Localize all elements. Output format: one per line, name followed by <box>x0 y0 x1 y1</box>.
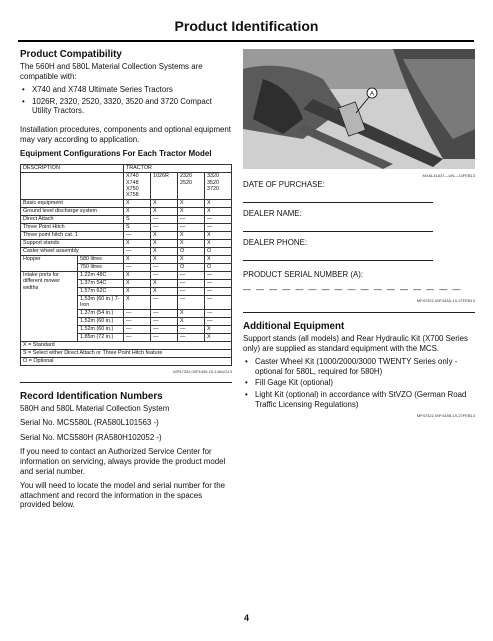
row-value-cell: — <box>151 325 178 333</box>
row-value-cell: X <box>205 325 232 333</box>
row-value-cell: X <box>124 239 151 247</box>
legend-row <box>21 357 232 365</box>
legend-entry: O = Optional <box>21 357 232 365</box>
row-value-cell: X <box>178 199 205 207</box>
dealer-phone-line <box>243 260 433 261</box>
row-value-cell: — <box>205 287 232 295</box>
legend-row <box>21 349 232 357</box>
row-description: Direct Attach <box>21 215 124 223</box>
right-column <box>243 49 475 418</box>
row-value-cell: — <box>124 309 151 317</box>
row-value-cell: X <box>178 239 205 247</box>
row-value-cell: X <box>124 279 151 287</box>
row-group-description: Intake ports for different mower widths <box>21 271 78 341</box>
row-value-cell: X <box>205 239 232 247</box>
row-value-cell: X <box>205 199 232 207</box>
row-value-cell: X <box>151 287 178 295</box>
row-value-cell: — <box>124 317 151 325</box>
row-value-cell: — <box>151 263 178 271</box>
page-title: Product Identification <box>174 18 319 34</box>
date-of-purchase-line <box>243 202 433 203</box>
dealer-name-line <box>243 231 433 232</box>
row-sub-description: 1.37m (54 in.) <box>78 309 124 317</box>
row-value-cell: X <box>151 239 178 247</box>
record-heading: Record Identification Numbers <box>20 390 163 402</box>
serial-580l: Serial No. MCS580L (RA580L101563 -) <box>20 418 159 428</box>
serial-number-label: PRODUCT SERIAL NUMBER (A): <box>243 270 364 279</box>
row-value-cell: X <box>151 199 178 207</box>
row-value-cell: — <box>205 279 232 287</box>
row-value-cell: X <box>205 207 232 215</box>
row-value-cell: X <box>124 255 151 263</box>
row-sub-description: 1.37m 54C <box>78 279 124 287</box>
title-rule <box>18 40 474 42</box>
row-value-cell: X <box>205 333 232 341</box>
row-value-cell: X <box>124 295 151 309</box>
table-row <box>21 239 232 247</box>
compatibility-intro: The 560H and 580L Material Collection Systems are compatible with: <box>20 62 203 81</box>
table-row <box>21 223 232 231</box>
row-value-cell: — <box>151 215 178 223</box>
row-value-cell: X <box>178 255 205 263</box>
figure-caption: MXAL41637—UN—13FEB13 <box>422 173 475 178</box>
row-description: Three point hitch cat. 1 <box>21 231 124 239</box>
row-value-cell: — <box>124 325 151 333</box>
table-row <box>21 207 232 215</box>
header-description: DESCRIPTION <box>21 165 124 173</box>
row-value-cell: X <box>205 231 232 239</box>
record-para2: You will need to locate the model and serial number for the attachment and record the information in the spaces provided below. <box>20 481 225 510</box>
row-value-cell: — <box>124 263 151 271</box>
compatibility-heading: Product Compatibility <box>20 49 122 60</box>
row-value-cell: — <box>178 223 205 231</box>
row-sub-description: 1.52m (60 in.) <box>78 317 124 325</box>
row-value-cell: S <box>124 223 151 231</box>
table-header-row <box>21 173 232 200</box>
row-description: Three Point Hitch <box>21 223 124 231</box>
row-value-cell: — <box>205 223 232 231</box>
row-value-cell: X <box>178 231 205 239</box>
row-sub-description: 1.85m (72 in.) <box>78 333 124 341</box>
row-value-cell: X <box>151 231 178 239</box>
table-header-row <box>21 165 232 173</box>
row-value-cell: — <box>205 215 232 223</box>
row-value-cell: — <box>151 295 178 309</box>
additional-reference-code: MP47322,00F443B-19-27FEB13 <box>416 413 475 419</box>
row-value-cell: — <box>178 287 205 295</box>
legend-entry: X = Standard <box>21 341 232 349</box>
serial-number-blanks: — — — — — — — — — — — — — — — — — <box>243 285 462 294</box>
additional-heading: Additional Equipment <box>243 321 345 332</box>
record-para1: If you need to contact an Authorized Service Center for information on servicing, always provide the product model and serial number. <box>20 447 226 476</box>
dealer-phone-label: DEALER PHONE: <box>243 238 308 247</box>
row-value-cell: — <box>205 295 232 309</box>
row-value-cell: — <box>151 317 178 325</box>
callout-a-label: A <box>369 90 375 98</box>
row-value-cell: — <box>178 271 205 279</box>
table-row <box>21 271 232 279</box>
row-description: Caster wheel assembly <box>21 247 124 255</box>
table-row <box>21 215 232 223</box>
row-value-cell: — <box>178 325 205 333</box>
row-value-cell: O <box>205 263 232 271</box>
install-note: Installation procedures, components and optional equipment may vary according to application. <box>20 124 231 144</box>
legend-row <box>21 341 232 349</box>
table-row <box>21 199 232 207</box>
tractor-model-header: 2320 2520 <box>178 173 205 200</box>
row-value-cell: — <box>151 333 178 341</box>
table-reference-code: MP47322,00F4439-19-14AUG13 <box>173 368 232 374</box>
row-description: Support stands <box>21 239 124 247</box>
equipment-config-table <box>20 164 232 365</box>
left-column <box>20 49 232 510</box>
row-value-cell: X <box>124 199 151 207</box>
row-sub-description: 750 litres <box>78 263 124 271</box>
row-value-cell: O <box>178 263 205 271</box>
tractor-model-header: 3320 3520 3720 <box>205 173 232 200</box>
row-sub-description: 1.22m 48C <box>78 271 124 279</box>
row-value-cell: — <box>124 247 151 255</box>
row-value-cell: — <box>205 309 232 317</box>
section-divider <box>20 382 232 383</box>
tractor-hitch-illustration <box>243 49 475 169</box>
row-value-cell: O <box>178 247 205 255</box>
compatibility-item: • X740 and X748 Ultimate Series Tractors <box>20 85 232 95</box>
row-value-cell: — <box>124 333 151 341</box>
dealer-name-label: DEALER NAME: <box>243 209 302 218</box>
row-value-cell: — <box>178 279 205 287</box>
config-heading: Equipment Configurations For Each Tractor Model <box>20 149 212 159</box>
row-value-cell: — <box>178 215 205 223</box>
row-sub-description: 1.53m (60 in.) 7-Iron <box>78 295 124 309</box>
row-group-description: Hopper <box>21 255 78 271</box>
legend-entry: S = Select either Direct Attach or Three Point Hitch feature <box>21 349 232 357</box>
row-value-cell: — <box>205 271 232 279</box>
table-row <box>21 231 232 239</box>
section-divider <box>243 312 475 313</box>
row-value-cell: — <box>151 309 178 317</box>
row-value-cell: X <box>151 279 178 287</box>
table-row <box>21 255 232 263</box>
row-value-cell: X <box>178 317 205 325</box>
additional-item: • Caster Wheel Kit (1000/2000/3000 TWENTY Series only - optional for 580L, required for 580H) <box>243 357 475 376</box>
row-value-cell: X <box>178 309 205 317</box>
serial-plate-figure <box>243 49 475 169</box>
row-value-cell: X <box>178 207 205 215</box>
row-value-cell: — <box>124 231 151 239</box>
row-value-cell: X <box>124 271 151 279</box>
row-value-cell: X <box>151 247 178 255</box>
row-description: Ground level discharge system <box>21 207 124 215</box>
row-value-cell: O <box>205 247 232 255</box>
date-of-purchase-label: DATE OF PURCHASE: <box>243 180 325 189</box>
row-sub-description: 1.57m 62C <box>78 287 124 295</box>
row-value-cell: X <box>205 255 232 263</box>
record-line1: 580H and 580L Material Collection System <box>20 403 170 413</box>
page-number: 4 <box>243 613 249 623</box>
row-value-cell: — <box>178 333 205 341</box>
row-value-cell: X <box>151 207 178 215</box>
serial-580h: Serial No. MCS580H (RA580H102052 -) <box>20 432 162 442</box>
row-sub-description: 1.52m (60 in.) <box>78 325 124 333</box>
form-reference-code: MP47322,00F443A-19-27FEB13 <box>416 298 475 303</box>
compatibility-list <box>20 85 232 116</box>
additional-item: • Light Kit (optional) in accordance with StVZO (German Road Traffic Licensing Regulations) <box>243 390 475 409</box>
row-value-cell: S <box>124 215 151 223</box>
tractor-model-header: X740 X748 X750 X758 <box>124 173 151 200</box>
row-description: Basic equipment <box>21 199 124 207</box>
additional-list <box>243 357 475 409</box>
row-value-cell: X <box>124 207 151 215</box>
table-row <box>21 247 232 255</box>
row-value-cell: — <box>205 317 232 325</box>
additional-item: • Fill Gage Kit (optional) <box>243 378 475 388</box>
additional-intro: Support stands (all models) and Rear Hydraulic Kit (X700 Series only) are supplied as standard equipment with the MCS. <box>243 334 468 353</box>
row-value-cell: — <box>178 295 205 309</box>
row-sub-description: 580 litres <box>78 255 124 263</box>
row-value-cell: — <box>151 223 178 231</box>
row-value-cell: X <box>151 255 178 263</box>
header-blank <box>21 173 124 200</box>
compatibility-item: • 1026R, 2320, 2520, 3320, 3520 and 3720 Compact Utility Tractors. <box>20 97 232 116</box>
row-value-cell: X <box>124 287 151 295</box>
tractor-model-header: 1026R <box>151 173 178 200</box>
row-value-cell: — <box>151 271 178 279</box>
header-tractor: TRACTOR <box>124 165 232 173</box>
